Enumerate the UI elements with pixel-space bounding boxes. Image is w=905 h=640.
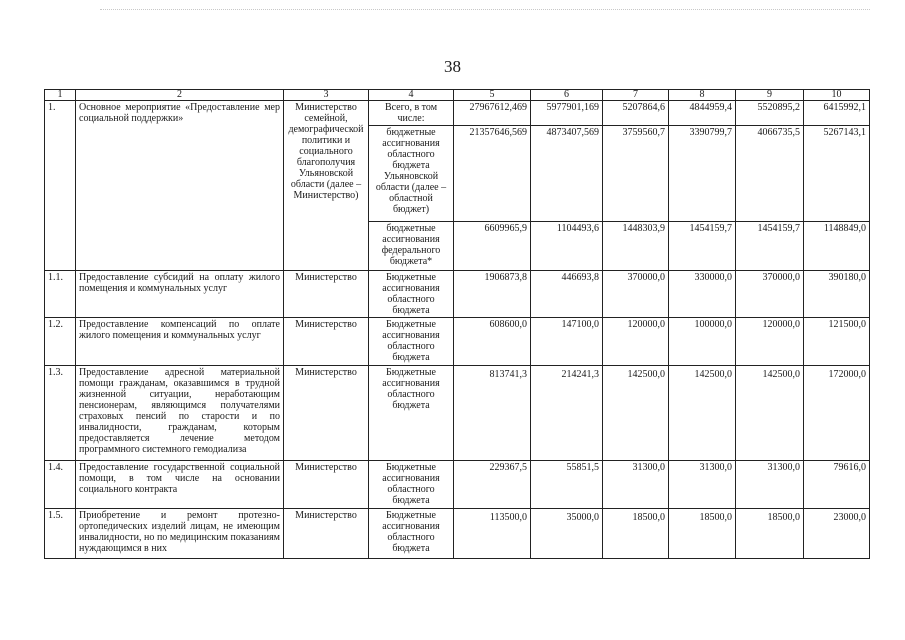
- amount-cell: 172000,0: [804, 366, 870, 461]
- amount-cell: 120000,0: [736, 318, 804, 366]
- amount-cell: 813741,3: [454, 366, 531, 461]
- measure-name: Предоставление государственной социальной помощи, в том числе на основании социального контракта: [76, 461, 284, 509]
- amount-cell: 3759560,7: [603, 126, 669, 222]
- funding-source: Всего, в том числе:: [369, 101, 454, 126]
- scan-top-edge: [100, 9, 870, 10]
- funding-source: бюджетные ассигнования областного бюджета Ульяновской области (далее – областной бюджет): [369, 126, 454, 222]
- column-header: 8: [669, 90, 736, 101]
- funding-source: бюджетные ассигнования федерального бюджета*: [369, 222, 454, 271]
- row-number: 1.5.: [45, 509, 76, 559]
- amount-cell: 214241,3: [531, 366, 603, 461]
- table-row: [45, 366, 870, 461]
- column-header: 1: [45, 90, 76, 101]
- amount-cell: 18500,0: [669, 509, 736, 559]
- measure-name: Основное мероприятие «Предоставление мер социальной поддержки»: [76, 101, 284, 271]
- funding-source: Бюджетные ассигнования областного бюджета: [369, 366, 454, 461]
- column-header: 10: [804, 90, 870, 101]
- table-row: [45, 271, 870, 318]
- amount-cell: 1906873,8: [454, 271, 531, 318]
- amount-cell: 1448303,9: [603, 222, 669, 271]
- amount-cell: 4873407,569: [531, 126, 603, 222]
- amount-cell: 446693,8: [531, 271, 603, 318]
- column-number-row: [45, 90, 870, 101]
- row-number: 1.: [45, 101, 76, 271]
- amount-cell: 5977901,169: [531, 101, 603, 126]
- measure-name: Предоставление адресной материальной помощи гражданам, оказавшимся в трудной жизненной ситуации, неработающим пенсионерам, являющимся получателями страховых пенсий по старости и по инвалидности, гражданам, которым предоставляется лечение методом программного системного гемодиализа: [76, 366, 284, 461]
- amount-cell: 229367,5: [454, 461, 531, 509]
- executor: Министерство: [284, 366, 369, 461]
- amount-cell: 1454159,7: [669, 222, 736, 271]
- funding-source: Бюджетные ассигнования областного бюджета: [369, 461, 454, 509]
- column-header: 4: [369, 90, 454, 101]
- amount-cell: 370000,0: [603, 271, 669, 318]
- amount-cell: 142500,0: [669, 366, 736, 461]
- amount-cell: 35000,0: [531, 509, 603, 559]
- amount-cell: 55851,5: [531, 461, 603, 509]
- amount-cell: 608600,0: [454, 318, 531, 366]
- column-header: 2: [76, 90, 284, 101]
- row-number: 1.4.: [45, 461, 76, 509]
- amount-cell: 4844959,4: [669, 101, 736, 126]
- funding-source: Бюджетные ассигнования областного бюджета: [369, 509, 454, 559]
- table-row: [45, 461, 870, 509]
- funding-source: Бюджетные ассигнования областного бюджета: [369, 318, 454, 366]
- table-row: [45, 509, 870, 559]
- table-row: [45, 318, 870, 366]
- amount-cell: 4066735,5: [736, 126, 804, 222]
- amount-cell: 370000,0: [736, 271, 804, 318]
- amount-cell: 113500,0: [454, 509, 531, 559]
- executor: Министерство: [284, 509, 369, 559]
- executor: Министерство: [284, 271, 369, 318]
- row-number: 1.1.: [45, 271, 76, 318]
- row-number: 1.3.: [45, 366, 76, 461]
- amount-cell: 31300,0: [603, 461, 669, 509]
- column-header: 6: [531, 90, 603, 101]
- amount-cell: 1454159,7: [736, 222, 804, 271]
- amount-cell: 121500,0: [804, 318, 870, 366]
- amount-cell: 18500,0: [736, 509, 804, 559]
- amount-cell: 100000,0: [669, 318, 736, 366]
- executor: Министерство семейной, демографической политики и социального благополучия Ульяновской области (далее – Министерство): [284, 101, 369, 271]
- measure-name: Предоставление компенсаций по оплате жилого помещения и коммунальных услуг: [76, 318, 284, 366]
- amount-cell: 330000,0: [669, 271, 736, 318]
- amount-cell: 6415992,1: [804, 101, 870, 126]
- page-number: 38: [444, 57, 461, 76]
- amount-cell: 18500,0: [603, 509, 669, 559]
- amount-cell: 120000,0: [603, 318, 669, 366]
- executor: Министерство: [284, 461, 369, 509]
- amount-cell: 390180,0: [804, 271, 870, 318]
- executor: Министерство: [284, 318, 369, 366]
- column-header: 3: [284, 90, 369, 101]
- funding-source: Бюджетные ассигнования областного бюджета: [369, 271, 454, 318]
- amount-cell: 1148849,0: [804, 222, 870, 271]
- funding-table: [44, 89, 870, 559]
- amount-cell: 27967612,469: [454, 101, 531, 126]
- amount-cell: 31300,0: [669, 461, 736, 509]
- amount-cell: 6609965,9: [454, 222, 531, 271]
- amount-cell: 5520895,2: [736, 101, 804, 126]
- row-number: 1.2.: [45, 318, 76, 366]
- amount-cell: 3390799,7: [669, 126, 736, 222]
- amount-cell: 142500,0: [736, 366, 804, 461]
- measure-name: Приобретение и ремонт протезно-ортопедических изделий лицам, не имеющим инвалидности, но по медицинским показаниям нуждающимся в них: [76, 509, 284, 559]
- column-header: 5: [454, 90, 531, 101]
- amount-cell: 5207864,6: [603, 101, 669, 126]
- column-header: 9: [736, 90, 804, 101]
- measure-name: Предоставление субсидий на оплату жилого помещения и коммунальных услуг: [76, 271, 284, 318]
- amount-cell: 79616,0: [804, 461, 870, 509]
- amount-cell: 31300,0: [736, 461, 804, 509]
- amount-cell: 21357646,569: [454, 126, 531, 222]
- amount-cell: 5267143,1: [804, 126, 870, 222]
- column-header: 7: [603, 90, 669, 101]
- amount-cell: 142500,0: [603, 366, 669, 461]
- amount-cell: 1104493,6: [531, 222, 603, 271]
- amount-cell: 147100,0: [531, 318, 603, 366]
- amount-cell: 23000,0: [804, 509, 870, 559]
- table-row: [45, 101, 870, 126]
